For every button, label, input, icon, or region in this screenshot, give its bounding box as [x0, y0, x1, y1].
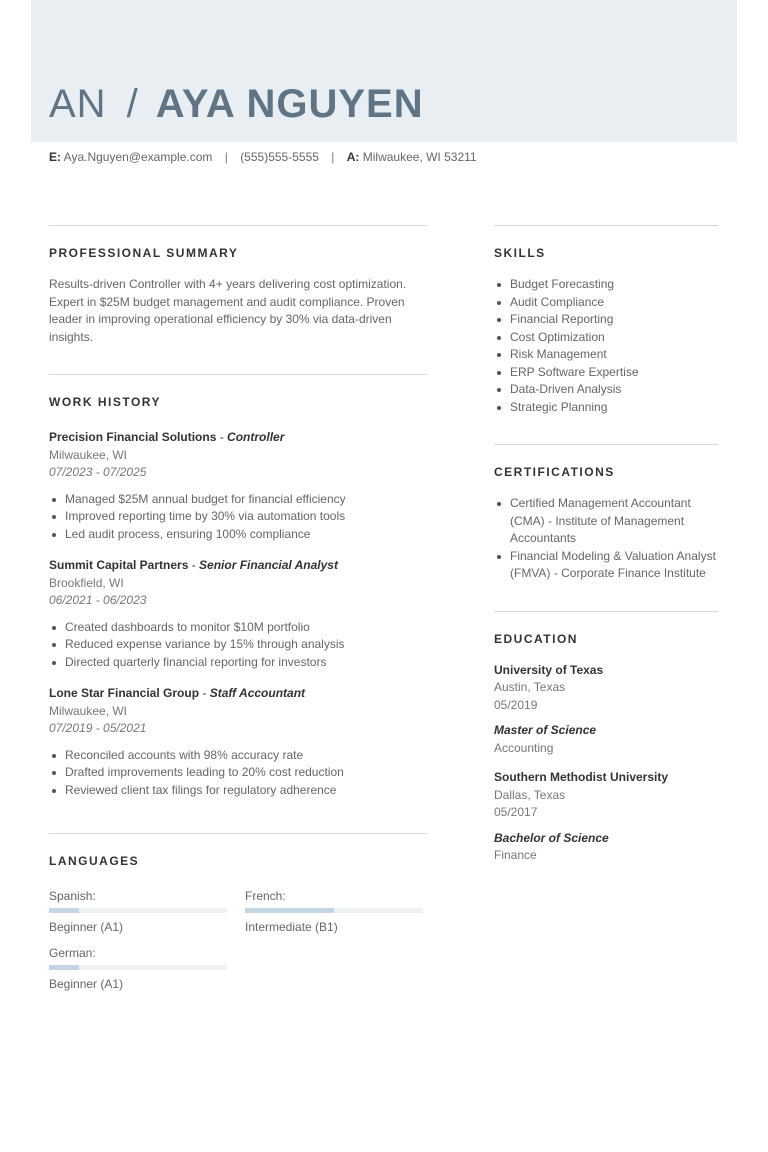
address: Milwaukee, WI 53211	[362, 150, 477, 164]
job-dates: 07/2019 - 05/2021	[49, 721, 147, 735]
skill-item: ERP Software Expertise	[494, 364, 718, 382]
language-name: Spanish:	[49, 889, 96, 903]
job-company: Summit Capital Partners	[49, 558, 189, 572]
school-location: Dallas, Texas	[494, 787, 566, 802]
job-entry	[49, 429, 427, 543]
language-name: French:	[245, 889, 286, 903]
degree: Bachelor of Science	[494, 830, 609, 845]
phone: (555)555-5555	[240, 150, 319, 164]
work-section	[49, 374, 427, 833]
bullet-item: Improved reporting time by 30% via automation tools	[49, 508, 427, 526]
summary-section	[49, 225, 427, 374]
language-item	[245, 888, 423, 935]
school-name: University of Texas	[494, 662, 604, 677]
skill-item: Cost Optimization	[494, 329, 718, 347]
skill-item: Budget Forecasting	[494, 276, 718, 294]
skill-list	[494, 276, 718, 416]
degree-field: Accounting	[494, 740, 554, 755]
section-title: WORK HISTORY	[49, 395, 162, 409]
bullet-item: Drafted improvements leading to 20% cost reduction	[49, 764, 427, 782]
contact-line	[49, 150, 477, 164]
job-location: Milwaukee, WI	[49, 447, 128, 462]
bullet-item: Reviewed client tax filings for regulatory adherence	[49, 782, 427, 800]
job-entry	[49, 557, 427, 671]
proficiency-bar	[49, 965, 227, 970]
certification-item: Financial Modeling & Valuation Analyst (FMVA) - Corporate Finance Institute	[494, 548, 718, 583]
certifications-section	[494, 444, 718, 611]
language-level: Beginner (A1)	[49, 920, 124, 934]
email: Aya.Nguyen@example.com	[63, 150, 213, 164]
school-name: Southern Methodist University	[494, 770, 669, 784]
language-item	[49, 888, 227, 935]
language-item	[49, 945, 227, 992]
language-level: Intermediate (B1)	[245, 920, 338, 934]
proficiency-fill	[245, 908, 334, 913]
job-heading	[49, 557, 427, 575]
language-level: Beginner (A1)	[49, 977, 124, 991]
job-role: Senior Financial Analyst	[199, 558, 338, 572]
job-dash: -	[199, 686, 210, 700]
job-entry	[49, 685, 427, 799]
skills-section	[494, 225, 718, 444]
job-location: Brookfield, WI	[49, 575, 124, 590]
job-role: Staff Accountant	[209, 686, 306, 700]
job-heading	[49, 685, 427, 703]
proficiency-bar	[49, 908, 227, 913]
separator: |	[331, 150, 335, 164]
skill-item: Data-Driven Analysis	[494, 381, 718, 399]
bullet-item: Reduced expense variance by 15% through analysis	[49, 636, 427, 654]
section-title: PROFESSIONAL SUMMARY	[49, 246, 239, 260]
bullet-item: Directed quarterly financial reporting for investors	[49, 654, 427, 672]
job-location: Milwaukee, WI	[49, 703, 128, 718]
skill-item: Risk Management	[494, 346, 718, 364]
name-slash: /	[126, 82, 138, 126]
job-bullets	[49, 619, 427, 672]
proficiency-fill	[49, 965, 79, 970]
skill-item: Audit Compliance	[494, 294, 718, 312]
monogram: AN	[49, 82, 107, 126]
job-heading	[49, 429, 427, 447]
left-column	[49, 225, 427, 992]
degree-field: Finance	[494, 848, 537, 862]
certification-item: Certified Management Accountant (CMA) - Institute of Management Accountants	[494, 495, 718, 548]
job-dates: 06/2021 - 06/2023	[49, 593, 147, 607]
education-entry	[494, 769, 718, 865]
job-bullets	[49, 491, 427, 544]
job-list	[49, 429, 427, 799]
name-line	[49, 82, 424, 132]
certification-list	[494, 495, 718, 583]
school-location: Austin, Texas	[494, 680, 566, 694]
graduation-date: 05/2019	[494, 697, 538, 712]
section-title: CERTIFICATIONS	[494, 465, 615, 479]
job-company: Precision Financial Solutions	[49, 430, 217, 444]
job-dash: -	[216, 430, 228, 444]
education-list	[494, 662, 718, 865]
job-dash: -	[188, 558, 200, 572]
job-company: Lone Star Financial Group	[49, 686, 200, 700]
skill-item: Strategic Planning	[494, 399, 718, 417]
job-dates: 07/2023 - 07/2025	[49, 465, 147, 479]
proficiency-bar	[245, 908, 423, 913]
job-role: Controller	[227, 430, 285, 444]
proficiency-fill	[49, 908, 79, 913]
languages-section	[49, 833, 427, 992]
section-title: SKILLS	[494, 246, 546, 260]
graduation-date: 05/2017	[494, 805, 538, 819]
bullet-item: Created dashboards to monitor $10M portfolio	[49, 619, 427, 637]
degree: Master of Science	[494, 723, 597, 737]
bullet-item: Reconciled accounts with 98% accuracy rate	[49, 747, 427, 765]
separator: |	[224, 150, 228, 164]
email-label: E:	[49, 150, 61, 164]
education-section	[494, 611, 718, 865]
language-name: German:	[49, 946, 96, 960]
address-label: A:	[346, 150, 360, 164]
section-title: EDUCATION	[494, 631, 578, 646]
bullet-item: Led audit process, ensuring 100% compliance	[49, 526, 427, 544]
summary-text: Results-driven Controller with 4+ years delivering cost optimization. Expert in $25M budget management and audit compliance. Proven leader in improving operational efficiency by 30% via data-driven insights.	[49, 277, 407, 344]
skill-item: Financial Reporting	[494, 311, 718, 329]
education-entry	[494, 662, 718, 758]
full-name: AYA NGUYEN	[155, 82, 424, 126]
job-bullets	[49, 747, 427, 800]
right-column	[494, 225, 718, 877]
language-list	[49, 888, 427, 992]
section-title: LANGUAGES	[49, 854, 140, 868]
bullet-item: Managed $25M annual budget for financial efficiency	[49, 491, 427, 509]
